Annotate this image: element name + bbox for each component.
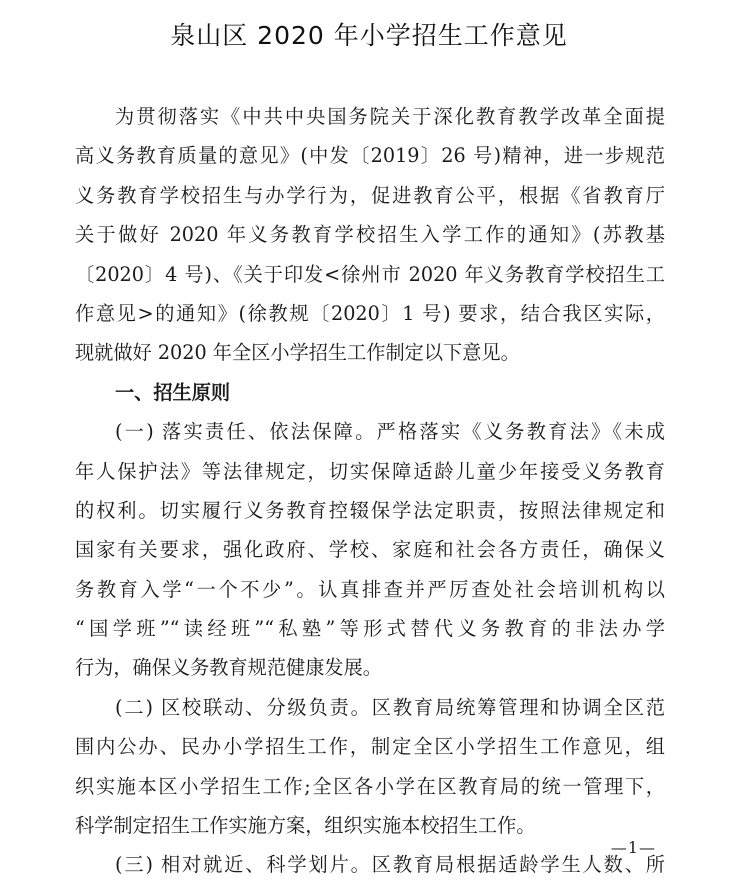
page-number: —1— xyxy=(610,838,656,857)
text-line: 科学制定招生工作实施方案，组织实施本校招生工作。 xyxy=(75,814,536,838)
text-line: “国学班”“读经班”“私塾”等形式替代义务教育的非法办学 xyxy=(75,617,665,641)
document-title: 泉山区 2020 年小学招生工作意见 xyxy=(170,21,568,50)
text-line: 作意见>的通知》(徐教规〔2020〕1 号) 要求，结合我区实际， xyxy=(75,301,665,325)
text-line: 年人保护法》等法律规定，切实保障适龄儿童少年接受义务教育 xyxy=(75,459,665,483)
text-line: 现就做好 2020 年全区小学招生工作制定以下意见。 xyxy=(75,341,520,365)
text-line: 高义务教育质量的意见》(中发〔2019〕26 号)精神，进一步规范 xyxy=(75,144,665,168)
text-line: 的权利。切实履行义务教育控辍保学法定职责，按照法律规定和 xyxy=(75,498,665,522)
text-line: 织实施本区小学招生工作;全区各小学在区教育局的统一管理下， xyxy=(75,774,665,798)
text-line: 〔2020〕4 号)、《关于印发<徐州市 2020 年义务教育学校招生工 xyxy=(75,262,665,286)
text-line: (二) 区校联动、分级负责。区教育局统筹管理和协调全区范 xyxy=(115,695,665,719)
text-line: (三) 相对就近、科学划片。区教育局根据适龄学生人数、所 xyxy=(115,853,665,877)
section-heading: 一、招生原则 xyxy=(115,380,231,404)
document-body xyxy=(75,97,665,885)
text-line: 国家有关要求，强化政府、学校、家庭和社会各方责任，确保义 xyxy=(75,538,665,562)
text-line: 关于做好 2020 年义务教育学校招生入学工作的通知》(苏教基 xyxy=(75,223,665,247)
text-line: 务教育入学“一个不少”。认真排查并严厉查处社会培训机构以 xyxy=(75,577,665,601)
text-line: 行为，确保义务教育规范健康发展。 xyxy=(75,656,382,680)
text-line: 围内公办、民办小学招生工作，制定全区小学招生工作意见，组 xyxy=(75,735,665,759)
text-line: 为贯彻落实《中共中央国务院关于深化教育教学改革全面提 xyxy=(115,105,665,128)
text-line: (一) 落实责任、依法保障。严格落实《义务教育法》《未成 xyxy=(115,420,665,444)
text-line: 义务教育学校招生与办学行为，促进教育公平，根据《省教育厅 xyxy=(75,183,665,207)
